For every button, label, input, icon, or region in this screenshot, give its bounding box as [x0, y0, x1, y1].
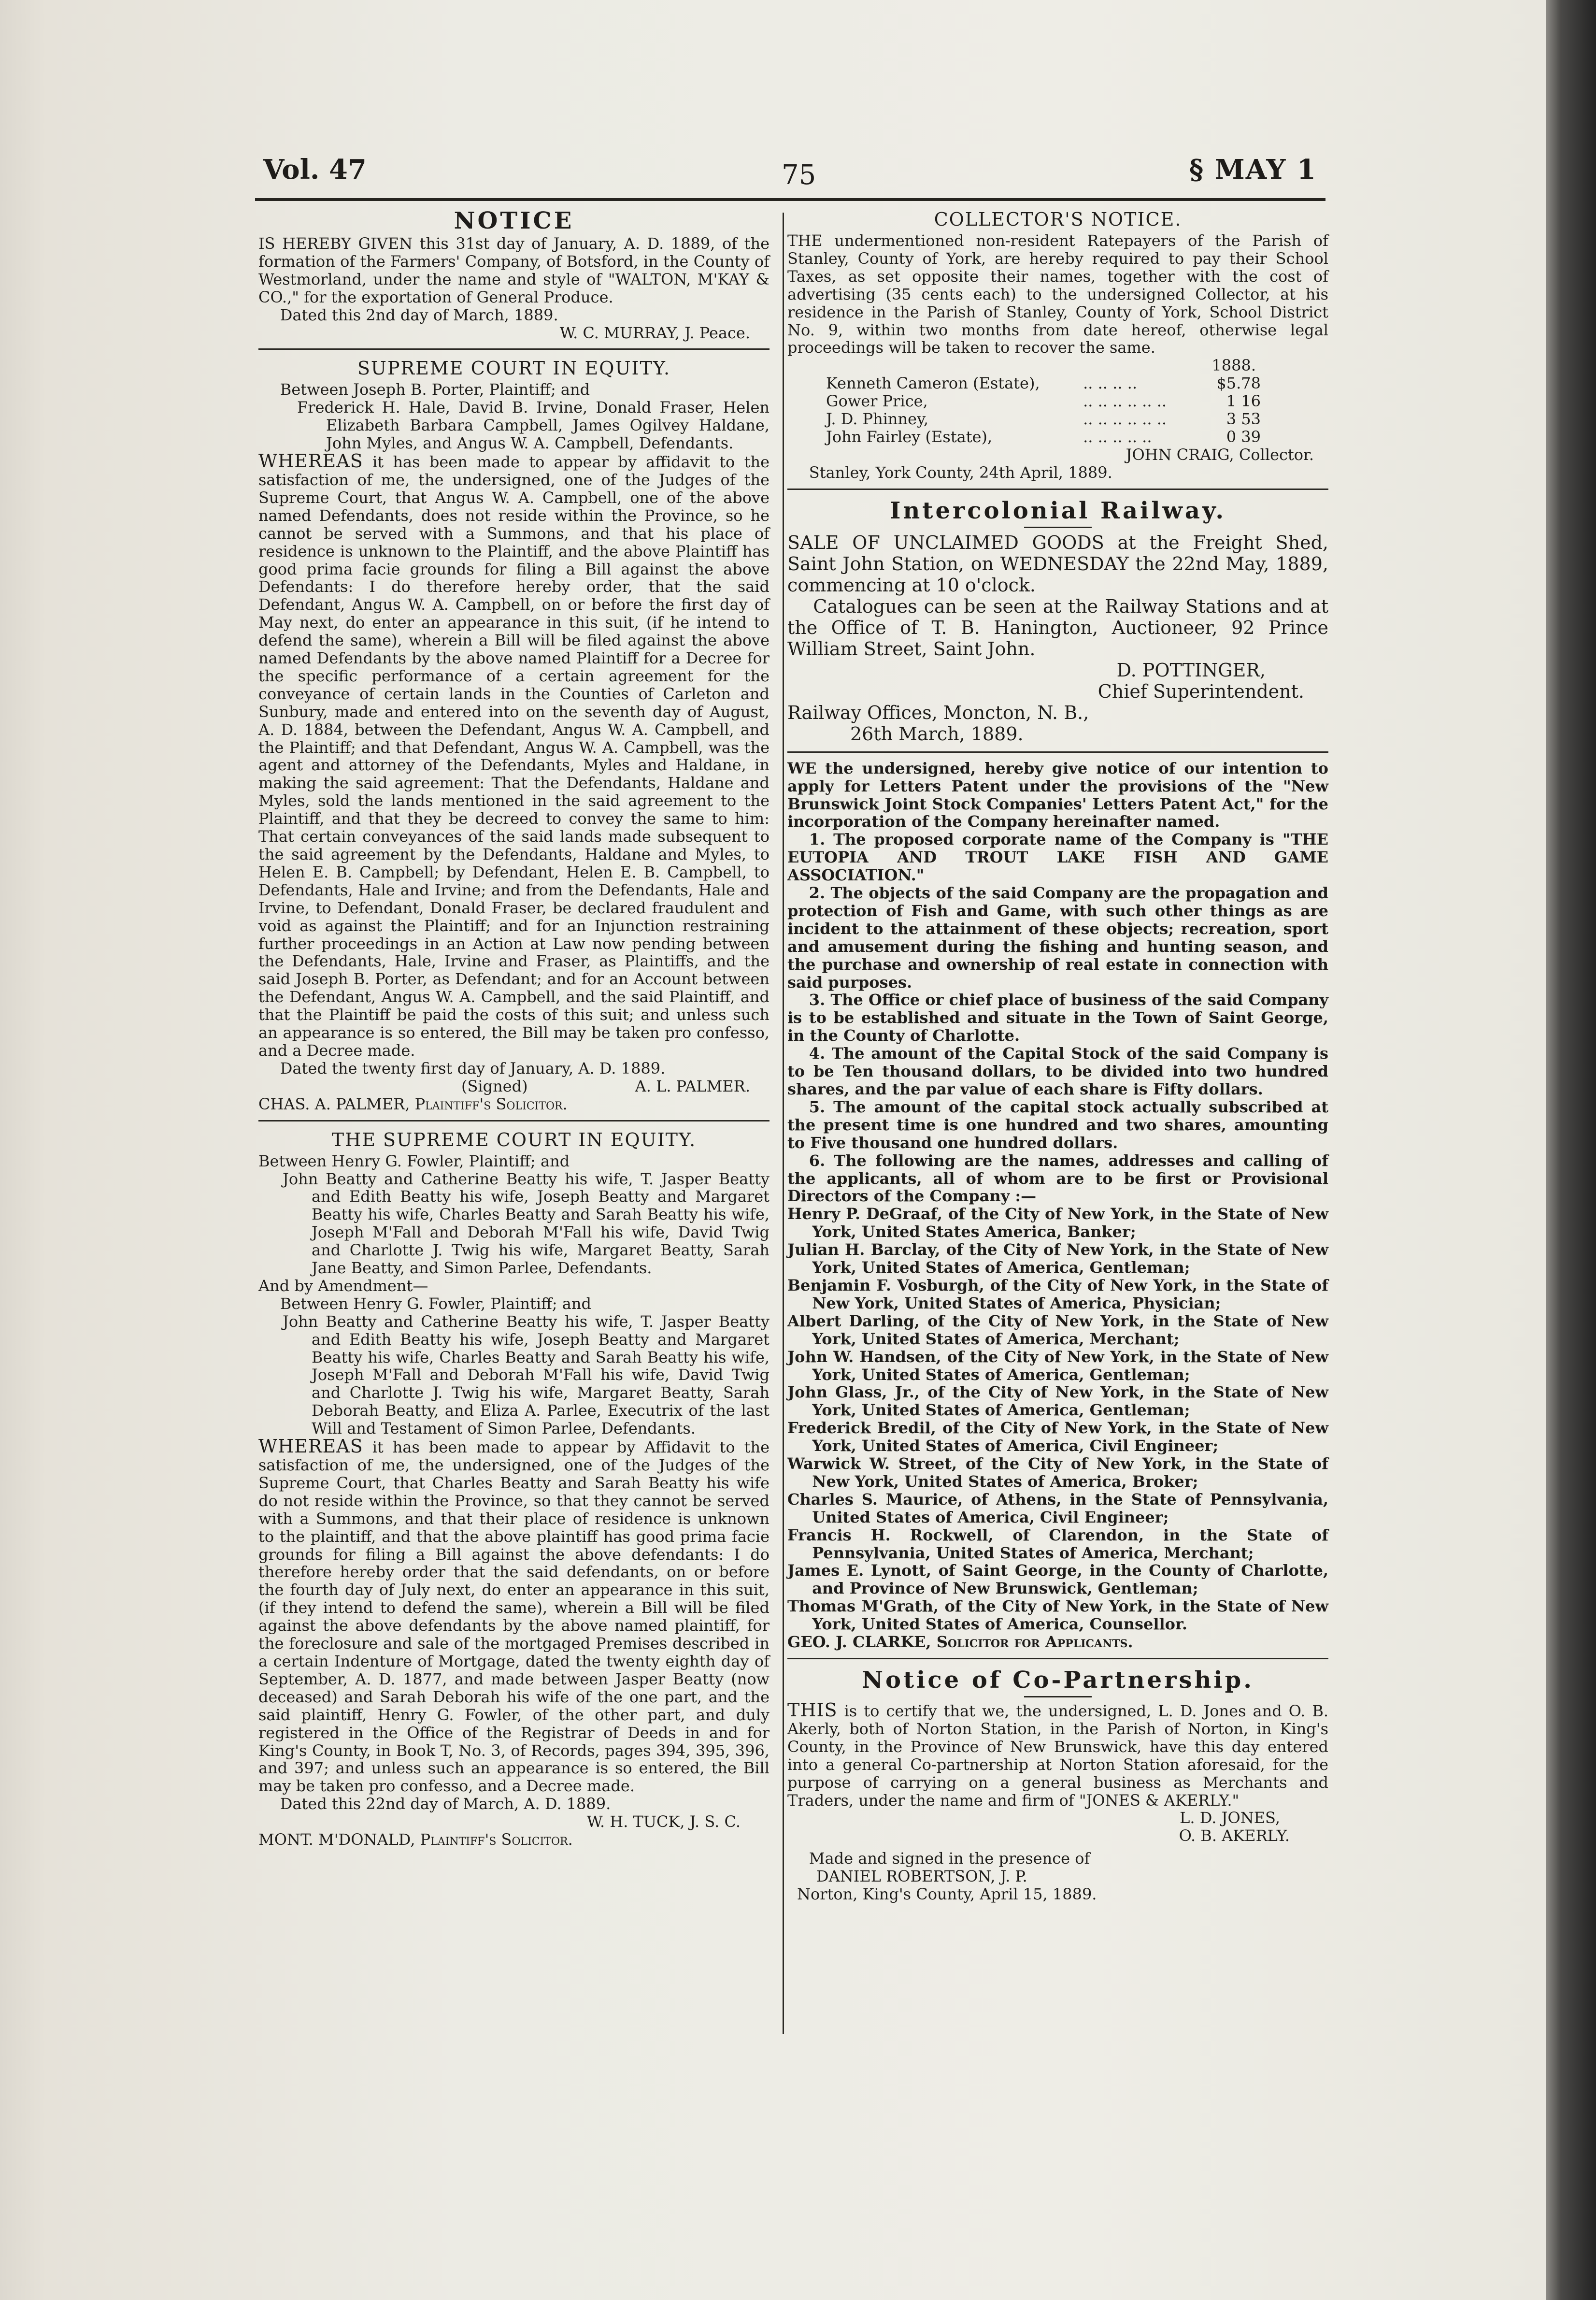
ratepayer-table: [826, 374, 1261, 446]
equity2-dated: Dated this 22nd day of March, A. D. 1889.: [280, 1795, 611, 1813]
list-item: Thomas M'Grath, of the City of New York, in the State of New York, United States of America, Counsellor.: [787, 1597, 1328, 1634]
railway-notice: [787, 497, 1328, 745]
list-item: Henry P. DeGraaf, of the City of New York, in the State of New York, United States America, Banker;: [787, 1205, 1328, 1241]
copartnership-signature-2: O. B. AKERLY.: [1179, 1826, 1290, 1845]
equity2-solicitor: MONT. M'DONALD, Plaintiff's Solicitor.: [258, 1830, 573, 1849]
page-number: 75: [782, 159, 816, 191]
railway-catalogues: Catalogues can be seen at the Railway Stations and at the Office of T. B. Hanington, Auctioneer, 92 Prince William Street, Saint John.: [787, 595, 1328, 660]
volume-label: Vol. 47: [263, 154, 367, 186]
ratepayer-amount: 1 16: [1226, 392, 1261, 411]
ratepayer-name: J. D. Phinney,: [826, 410, 929, 429]
patent-item: 3. The Office or chief place of business of the said Company is to be established and situate in the Town of Saint George, in the County of Charlotte.: [787, 991, 1328, 1045]
copartnership-place-date: Norton, King's County, April 15, 1889.: [797, 1885, 1097, 1904]
patent-item: 2. The objects of the said Company are the propagation and protection of Fish and Game, with such other things as are incident to the attainment of these objects; recreation, sport and amusement during the fishing and hunting season, and the purchase and ownership of real estate in connection with said purposes.: [787, 884, 1328, 992]
ratepayer-name: John Fairley (Estate),: [826, 427, 993, 446]
railway-body: at the Freight Shed, Saint John Station, on WEDNESDAY the 22nd May, 1889, commencing at 10 o'clock.: [787, 532, 1328, 596]
collector-title: COLLECTOR'S NOTICE.: [934, 209, 1182, 230]
patent-item: 4. The amount of the Capital Stock of the said Company is to be Ten thousand dollars, to be divided into two hundred shares, and the par value of each share is Fifty dollars.: [787, 1044, 1328, 1098]
letters-patent-notice: [787, 760, 1328, 1651]
copartnership-witness: DANIEL ROBERTSON, J. P.: [816, 1867, 1027, 1886]
patent-item: 1. The proposed corporate name of the Company is "THE EUTOPIA AND TROUT LAKE FISH AND GAME ASSOCIATION.": [787, 830, 1328, 885]
railway-signature: D. POTTINGER,: [1116, 659, 1266, 681]
equity1-title: SUPREME COURT IN EQUITY.: [357, 358, 671, 379]
list-item: Benjamin F. Vosburgh, of the City of New York, in the State of New York, United States of America, Physician;: [787, 1276, 1328, 1312]
patent-intro: WE the undersigned, hereby give notice of our intention to apply for Letters Patent under the provisions of the "New Brunswick Joint Stock Companies' Letters Patent Act," for the incorporation of the Company hereinafter named.: [787, 759, 1328, 831]
column-rule: [783, 213, 784, 2034]
section-divider: [787, 751, 1328, 753]
railway-date: 26th March, 1889.: [850, 723, 1024, 745]
notice-dated: Dated this 2nd day of March, 1889.: [280, 305, 558, 324]
copartnership-notice: [787, 1666, 1328, 1903]
ratepayer-amount: $5.78: [1216, 374, 1261, 393]
patent-item: 5. The amount of the capital stock actually subscribed at the present time is one hundred and two shares, amounting to Five thousand one hundred dollars.: [787, 1097, 1328, 1152]
fowler-equity-notice: [258, 1128, 770, 1849]
copartnership-body: is to certify that we, the undersigned, L. D. Jones and O. B. Akerly, both of Norton Station, in the Parish of Norton, in King's County, in the Province of New Brunswick, have this day entered into a general Co-partnership at Norton Station aforesaid, for the purpose of carrying on a general business as Merchants and Traders, under the name and firm of "JONES & AKERLY.": [787, 1702, 1329, 1810]
table-row: [826, 374, 1261, 392]
copartnership-signature-1: L. D. JONES,: [1180, 1809, 1280, 1827]
title-underline: [1024, 527, 1092, 528]
railway-signature-title: Chief Superintendent.: [1097, 680, 1304, 702]
notice-signature: W. C. MURRAY, J. Peace.: [559, 323, 750, 342]
section-divider: [258, 1120, 770, 1121]
book-edge: [1546, 0, 1596, 2300]
list-item: Warwick W. Street, of the City of New York, in the State of New York, United States of America, Broker;: [787, 1454, 1328, 1491]
notice-body: this 31st day of January, A. D. 1889, of the formation of the Farmers' Company, of Botsford, in the County of Westmorland, under the name and style of "WALTON, M'KAY & CO.," for the exportation of General Produce.: [258, 234, 770, 306]
equity2-signature: W. H. TUCK, J. S. C.: [586, 1812, 741, 1831]
list-item: James E. Lynott, of Saint George, in the County of Charlotte, and Province of New Brunswick, Gentleman;: [787, 1561, 1328, 1598]
railway-title: Intercolonial Railway.: [889, 497, 1226, 524]
equity1-body: it has been made to appear by affidavit to the satisfaction of me, the undersigned, one of the Judges of the Supreme Court, that Angus W. A. Campbell, one of the above named Defendants, does not reside within the Province, so he cannot be served with a Summons, and that his place of residence is unknown to the Plaintiff, and the above Plaintiff has good prima facie grounds for filing a Bill against the above Defendants: I do therefore hereby order, that the said Defendant, Angus W. A. Campbell, on or before the first day of May next, do enter an appearance in this suit, (if he intend to defend the same), wherein a Bill will be filed against the above named Defendants by the above named Plaintiff for a Decree for the specific performance of a certain agreement for the conveyance of certain lands in the Counties of Carleton and Sunbury, made and entered into on the seventh day of August, A. D. 1884, between the Defendant, Angus W. A. Campbell, and the Plaintiff; and that Defendant, Angus W. A. Campbell, was the agent and attorney of the Defendants, Myles and Haldane, in making the said agreement: That the Defendants, Haldane and Myles, sold the lands mentioned in the said agreement to the Plaintiff, and that they be decreed to convey the same to him: That certain conveyances of the said lands made subsequent to the said agreement by the Defendants, Haldane and Myles, to Helen E. B. Campbell; by Defendant, Helen E. B. Campbell, to Defendants, Hale and Irvine; and from the Defendants, Hale and Irvine, to Defendant, Donald Fraser, be declared fraudulent and void as against the Plaintiff; and for an Injunction restraining further proceedings in an Action at Law now pending between the Defendants, Hale, Irvine and Fraser, as Plaintiffs, and the said Joseph B. Porter, as Defendant; and for an Account between the Defendant, Angus W. A. Campbell, and the said Plaintiff, and that the Plaintiff be paid the costs of this suit; and unless such an appearance is so entered, the Bill may be taken pro confesso, and a Decree made.: [258, 453, 770, 1060]
list-item: Francis H. Rockwell, of Clarendon, in the State of Pennsylvania, United States of America, Merchant;: [787, 1525, 1328, 1562]
list-item: John Glass, Jr., of the City of New York, in the State of New York, United States of America, Gentleman;: [787, 1383, 1328, 1420]
equity1-solicitor: CHAS. A. PALMER, Plaintiff's Solicitor.: [258, 1094, 568, 1113]
issue-date: § MAY 1: [1189, 154, 1317, 186]
right-column: [787, 207, 1328, 1903]
patent-solicitor: GEO. J. CLARKE, Solicitor for Applicants.: [787, 1633, 1133, 1652]
porter-equity-notice: [258, 357, 770, 1113]
table-row: [826, 428, 1261, 446]
equity2-between2: Between Henry G. Fowler, Plaintiff; and: [280, 1294, 591, 1313]
list-item: Julian H. Barclay, of the City of New York, in the State of New York, United States of America, Gentleman;: [787, 1240, 1328, 1277]
section-divider: [787, 1658, 1328, 1659]
list-item: Albert Darling, of the City of New York, in the State of New York, United States of America, Merchant;: [787, 1311, 1328, 1348]
collector-body: THE undermentioned non-resident Ratepayers of the Parish of Stanley, County of York, are hereby required to pay their School Taxes, as set opposite their names, together with the cost of advertising (35 cents each) to the undersigned Collector, at his residence in the Parish of Stanley, County of York, School District No. 9, within two months from date hereof, otherwise legal proceedings will be taken to recover the same.: [787, 231, 1328, 357]
table-row: [826, 392, 1261, 410]
header-rule: [255, 198, 1325, 201]
collector-signature: JOHN CRAIG, Collector.: [1126, 445, 1314, 464]
left-column: [258, 207, 770, 1849]
ratepayer-amount: 3 53: [1226, 410, 1261, 429]
patent-item: 6. The following are the names, addresses and calling of the applicants, all of whom are to be first or Provisional Directors of the Company :—: [787, 1151, 1328, 1206]
equity1-dated: Dated the twenty first day of January, A. D. 1889.: [280, 1059, 666, 1078]
list-item: Charles S. Maurice, of Athens, in the State of Pennsylvania, United States of America, Civil Engineer;: [787, 1490, 1328, 1526]
collectors-notice: [787, 208, 1328, 482]
equity2-title: THE SUPREME COURT IN EQUITY.: [331, 1129, 697, 1150]
applicant-list: [787, 1205, 1328, 1633]
railway-place: Railway Offices, Moncton, N. B.,: [787, 702, 1089, 723]
notice-title: NOTICE: [454, 207, 574, 234]
collector-year: 1888.: [1211, 356, 1256, 375]
equity1-defendants: Frederick H. Hale, David B. Irvine, Donald Fraser, Helen Elizabeth Barbara Campbell, James Ogilvey Haldane, John Myles, and Angus W. A. Campbell, Defendants.: [297, 398, 770, 453]
equity2-body: it has been made to appear by Affidavit to the satisfaction of me, the undersigned, one of the Judges of the Supreme Court, that Charles Beatty and Sarah Beatty his wife do not reside within the Province, so that they cannot be served with a Summons, and that their place of residence is unknown to the plaintiff, and that the above plaintiff has good prima facie grounds for filing a Bill against the above defendants: I do therefore hereby order that the said defendants, on or before the fourth day of July next, do enter an appearance in this suit, (if they intend to defend the same), wherein a Bill will be filed against the above defendants by the above named plaintiff, for the foreclosure and sale of the mortgaged Premises described in a certain Indenture of Mortgage, dated the twenty eighth day of September, A. D. 1877, and made between Jasper Beatty (now deceased) and Sarah Deborah his wife of the one part, and the said plaintiff, Henry G. Fowler, of the other part, and duly registered in the Office of the Registrar of Deeds in and for King's County, in Book T, No. 3, of Records, pages 394, 395, 396, and 397; and unless such an appearance is so entered, the Bill may be taken pro confesso, and a Decree made.: [258, 1438, 770, 1796]
farmers-company-notice: [258, 207, 770, 342]
equity1-lead: WHEREAS: [258, 450, 363, 472]
equity1-signature: A. L. PALMER.: [635, 1077, 750, 1095]
leader-dots: .. .. .. .. .. ..: [1083, 392, 1167, 411]
ratepayer-name: Kenneth Cameron (Estate),: [826, 374, 1040, 393]
ratepayer-amount: 0 39: [1226, 427, 1261, 446]
collector-place-date: Stanley, York County, 24th April, 1889.: [809, 463, 1112, 482]
equity2-between: Between Henry G. Fowler, Plaintiff; and: [258, 1151, 570, 1170]
equity1-signed: (Signed): [461, 1077, 528, 1095]
copartnership-witness-line: Made and signed in the presence of: [809, 1849, 1090, 1868]
equity2-defendants: John Beatty and Catherine Beatty his wife, T. Jasper Beatty and Edith Beatty his wife, Joseph Beatty and Margaret Beatty his wife, Charles Beatty and Sarah Beatty his wife, Joseph M'Fall and Deborah M'Fall his wife, David Twig and Charlotte J. Twig his wife, Margaret Beatty, Sarah Jane Beatty, and Simon Parlee, Defendants.: [283, 1169, 770, 1278]
section-divider: [258, 348, 770, 350]
list-item: Frederick Bredil, of the City of New York, in the State of New York, United States of America, Civil Engineer;: [787, 1419, 1328, 1455]
leader-dots: .. .. .. .. .. ..: [1083, 410, 1167, 429]
equity2-lead: WHEREAS: [258, 1436, 363, 1457]
list-item: John W. Handsen, of the City of New York, in the State of New York, United States of America, Gentleman;: [787, 1347, 1328, 1384]
section-divider: [787, 489, 1328, 490]
equity2-defendants2: John Beatty and Catherine Beatty his wife, T. Jasper Beatty and Edith Beatty his wife, Joseph Beatty and Margaret Beatty his wife, Charles Beatty and Sarah Beatty his wife, Joseph M'Fall and Deborah M'Fall his wife, David Twig and Charlotte J. Twig his wife, Margaret Beatty, Sarah Deborah Beatty, and Eliza A. Parlee, Executrix of the last Will and Testament of Simon Parlee, Defendants.: [283, 1312, 770, 1438]
copartnership-lead: THIS: [787, 1699, 838, 1721]
notice-lead: IS HEREBY GIVEN: [258, 234, 413, 253]
railway-lead: SALE OF UNCLAIMED GOODS: [787, 532, 1104, 553]
table-row: [826, 410, 1261, 428]
leader-dots: .. .. .. ..: [1083, 374, 1137, 393]
equity1-between: Between Joseph B. Porter, Plaintiff; and: [280, 380, 590, 399]
title-underline: [1024, 1696, 1092, 1697]
equity2-amendment: And by Amendment—: [258, 1276, 428, 1295]
copartnership-title: Notice of Co-Partnership.: [862, 1667, 1254, 1694]
leader-dots: .. .. .. .. ..: [1083, 427, 1152, 446]
ratepayer-name: Gower Price,: [826, 392, 928, 411]
